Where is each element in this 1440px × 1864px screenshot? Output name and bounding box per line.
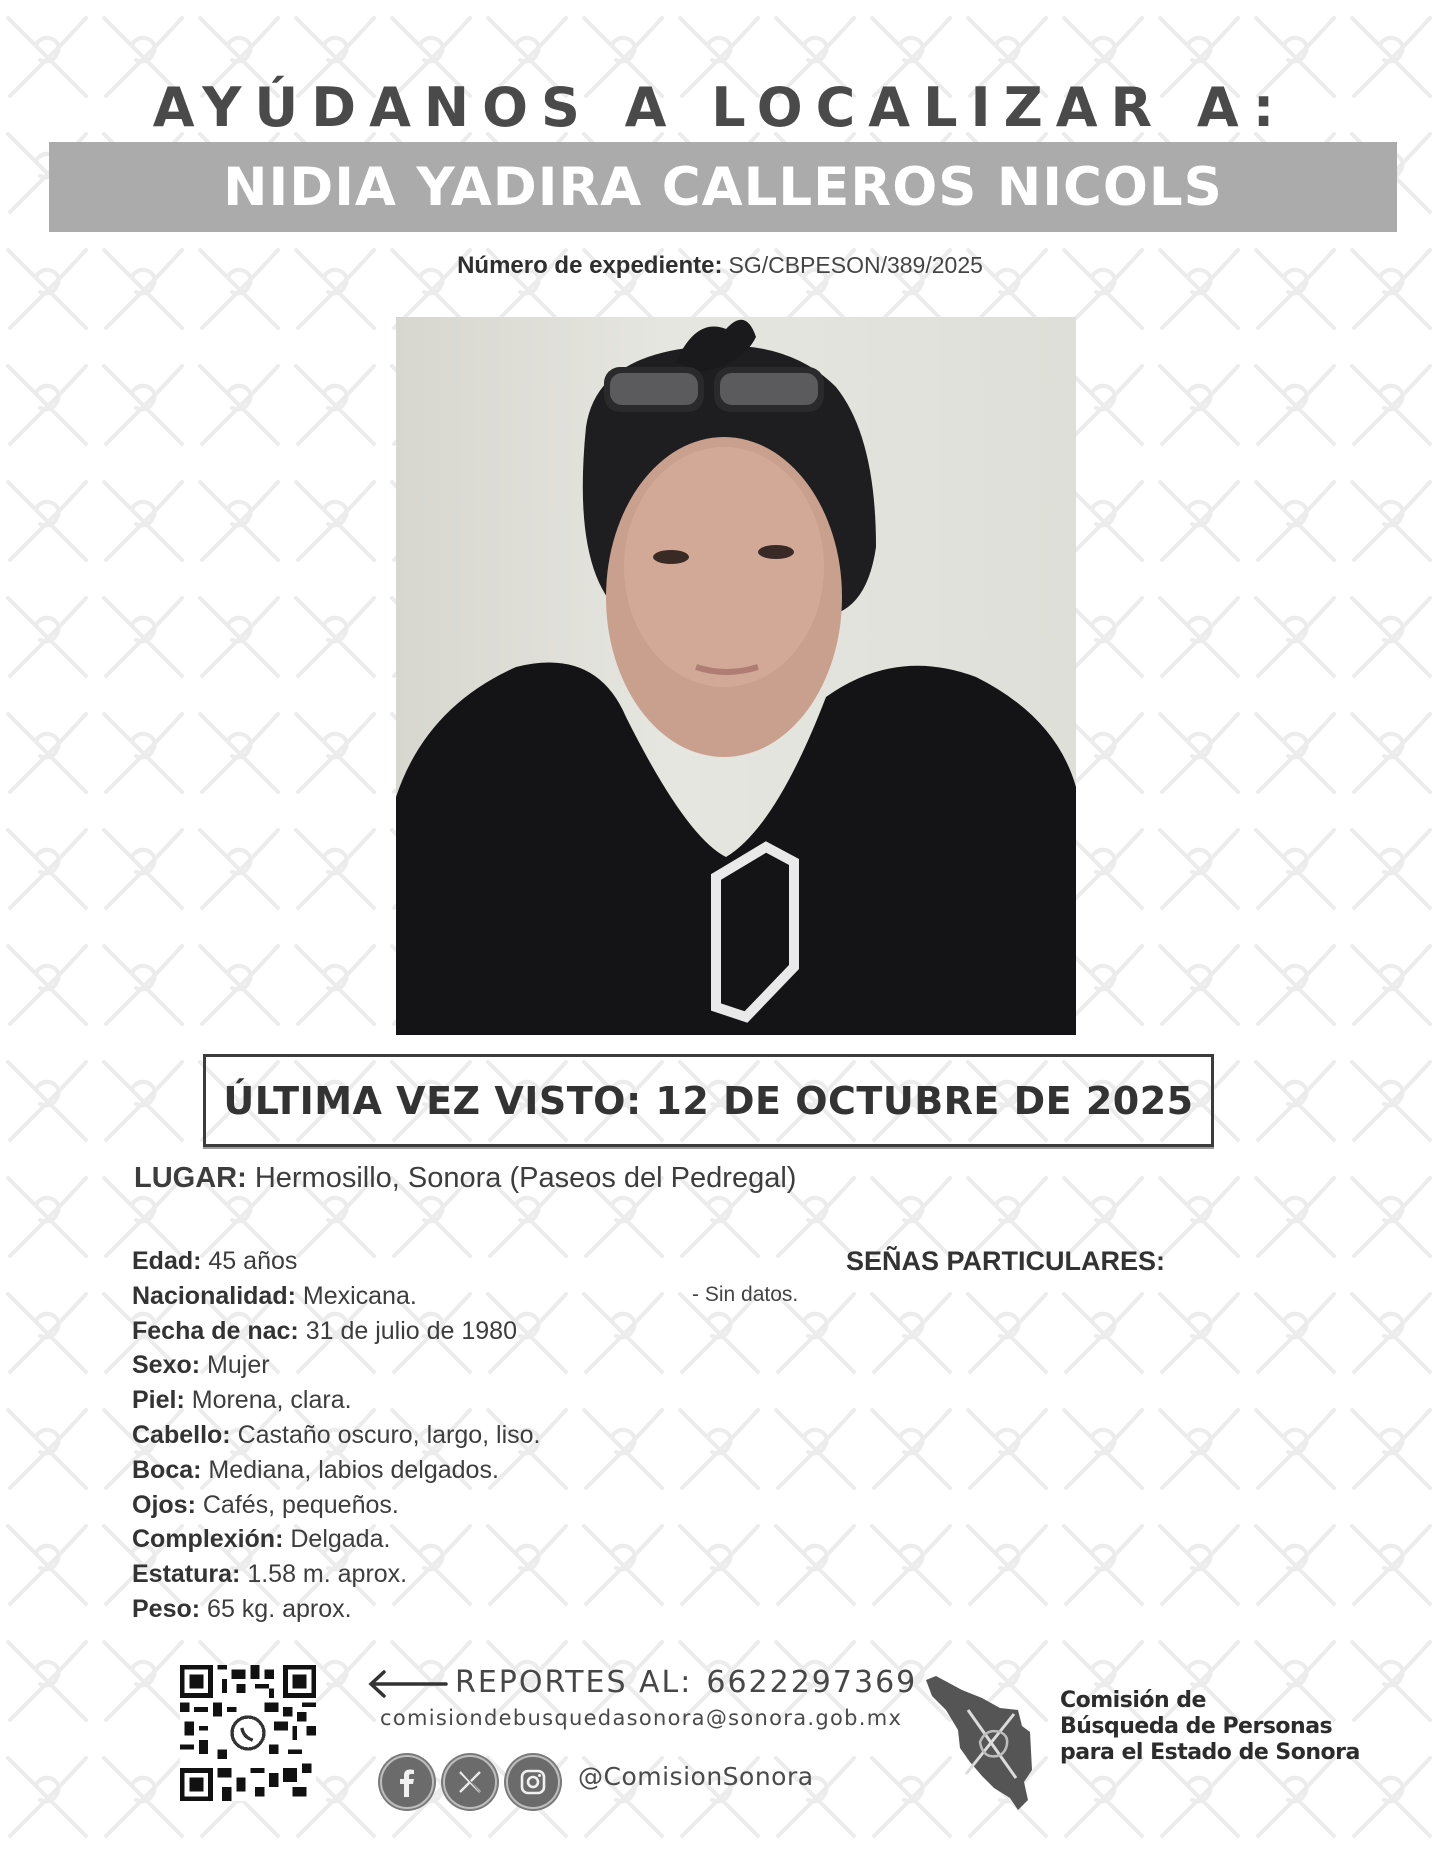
detail-label: Edad: (132, 1247, 202, 1275)
detail-row-complexion (132, 1522, 541, 1557)
instagram-icon[interactable] (506, 1755, 560, 1809)
facebook-icon[interactable] (380, 1755, 434, 1809)
physical-details-list (132, 1244, 541, 1627)
detail-row-edad (132, 1244, 541, 1279)
x-icon[interactable] (443, 1755, 497, 1809)
report-phone-number[interactable]: 6622297369 (706, 1665, 918, 1700)
detail-row-boca (132, 1453, 541, 1488)
detail-value: Mediana, labios delgados. (208, 1455, 499, 1484)
case-number-label: Número de expediente: (457, 252, 723, 279)
org-name-line-1: Comisión de (1060, 1688, 1206, 1713)
detail-row-ojos (132, 1488, 541, 1523)
last-seen-banner (203, 1054, 1214, 1147)
report-phone-line (455, 1665, 917, 1700)
detail-value: 31 de julio de 1980 (305, 1316, 517, 1345)
detail-label: Complexión: (132, 1525, 284, 1554)
person-photo (396, 317, 1076, 1035)
case-number (0, 252, 1440, 280)
detail-value: Delgada. (290, 1525, 391, 1554)
case-number-value: SG/CBPESON/389/2025 (728, 252, 983, 278)
detail-row-sexo (132, 1348, 541, 1383)
distinguishing-marks-title: SEÑAS PARTICULARES: (846, 1246, 1166, 1276)
detail-label: Ojos: (132, 1490, 196, 1519)
report-label: REPORTES AL: (455, 1665, 693, 1700)
contact-email[interactable]: comisiondebusquedasonora@sonora.gob.mx (380, 1706, 903, 1730)
detail-label: Fecha de nac: (132, 1316, 299, 1345)
name-banner (49, 142, 1397, 232)
photo-illustration (396, 317, 1076, 1035)
location (134, 1162, 796, 1195)
detail-label: Sexo: (132, 1351, 201, 1380)
page-title: AYÚDANOS A LOCALIZAR A: (152, 76, 1288, 139)
arrow-left-icon (368, 1668, 448, 1700)
distinguishing-marks-value: - Sin datos. (692, 1283, 799, 1306)
detail-value: Morena, clara. (191, 1386, 352, 1415)
detail-value: Mexicana. (302, 1281, 417, 1310)
detail-label: Cabello: (132, 1420, 231, 1449)
facebook-glyph (394, 1767, 420, 1797)
missing-person-name: NIDIA YADIRA CALLEROS NICOLS (223, 156, 1223, 218)
detail-label: Estatura: (132, 1560, 241, 1589)
detail-label: Nacionalidad: (132, 1281, 296, 1310)
detail-value: 1.58 m. aprox. (247, 1560, 408, 1589)
x-glyph (457, 1769, 483, 1795)
org-name-line-3: para el Estado de Sonora (1060, 1740, 1360, 1765)
whatsapp-qr-code[interactable] (180, 1665, 316, 1801)
detail-row-cabello (132, 1418, 541, 1453)
social-handle[interactable]: @ComisionSonora (578, 1762, 814, 1791)
organization-name (1060, 1688, 1360, 1766)
detail-value: Castaño oscuro, largo, liso. (237, 1420, 541, 1449)
detail-label: Piel: (132, 1386, 185, 1415)
detail-row-nacionalidad (132, 1279, 541, 1314)
location-value: Hermosillo, Sonora (Paseos del Pedregal) (254, 1162, 797, 1194)
detail-row-peso (132, 1592, 541, 1627)
detail-value: Mujer (207, 1351, 270, 1380)
detail-row-piel (132, 1383, 541, 1418)
sonora-commission-logo-icon (922, 1670, 1042, 1815)
detail-label: Peso: (132, 1594, 201, 1623)
detail-value: 45 años (208, 1247, 298, 1275)
detail-label: Boca: (132, 1455, 202, 1484)
detail-row-estatura (132, 1557, 541, 1592)
detail-row-fecha-nac (132, 1314, 541, 1349)
last-seen-date: ÚLTIMA VEZ VISTO: 12 DE OCTUBRE DE 2025 (223, 1078, 1194, 1123)
detail-value: Cafés, pequeños. (202, 1490, 399, 1519)
org-name-line-2: Búsqueda de Personas (1060, 1714, 1333, 1739)
location-label: LUGAR: (134, 1162, 247, 1194)
detail-value: 65 kg. aprox. (207, 1594, 352, 1623)
instagram-glyph (519, 1768, 547, 1796)
